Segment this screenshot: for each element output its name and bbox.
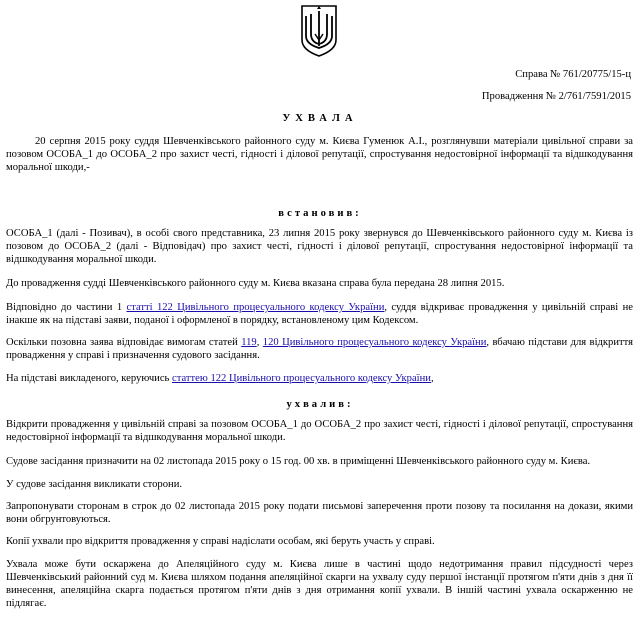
article-119-link[interactable]: 119 [241,337,257,348]
established-paragraph-1 [6,227,633,266]
proceeding-number: Провадження № 2/761/7591/2015 [481,91,631,102]
ruled-p2-line: Судове засідання призначити на 02 листопада 2015 року о 15 год. 00 хв. в приміщенні Шевченківського районного суду м. Києва. [6,456,591,467]
ruled-paragraph-3 [6,478,633,491]
established-paragraph-5 [6,372,633,385]
ruled-p6-line-4: підлягає. [6,598,47,609]
article-122-link-2[interactable]: статтею 122 Цивільного процесуального кодексу України [172,373,431,384]
established-p3-line-2: інакше як на підставі заяви, поданої і оформленої в порядку, встановленому цим Кодексом. [6,315,419,326]
ruled-p1-line-2: недостовірної інформації та відшкодування моральної шкоди. [6,432,286,443]
p4-text-after: , вбачаю підстави для відкриття [486,337,634,348]
established-p1-line-3: відшкодування моральної шкоди. [6,254,157,265]
established-p1-line-2: позовом до ОСОБА_2 (далі - Відповідач) про захист честі, гідності і ділової репутації, спростування недостовірної інформації та [6,241,633,252]
intro-line-3: моральної шкоди,- [6,162,90,173]
ruled-p1-line-1: Відкрити провадження у цивільній справі за позовом ОСОБА_1 до ОСОБА_2 про захист честі, гідності і ділової репутації, спростування [6,419,633,430]
established-p3-line-1 [6,301,633,314]
established-paragraph-2 [6,277,633,290]
established-paragraph-3 [6,301,633,327]
intro-line-1: 20 серпня 2015 року суддя Шевченківського районного суду м. Києва Гуменюк А.І., розглянувши матеріали цивільної справи за [35,136,633,147]
p5-text-before: На підставі викладеного, керуючись [6,373,173,384]
established-p5-line [6,372,633,385]
ruled-p4-line-2: вони обгрунтовуються. [6,514,111,525]
ruled-p6-line-1: Ухвала може бути оскаржена до Апеляційного суду м. Києва лише в частині щодо недотримання правил підсудності через [6,559,633,570]
ruled-p5-line: Копії ухвали про відкриття провадження у справі надіслати особам, які беруть участь у справі. [6,536,435,547]
ruled-p6-line-2: Шевченківський районний суд м. Києва шляхом подання апеляційної скарги на ухвалу суду першої інстанції протягом п'яти днів з дня її [6,572,633,583]
ruled-paragraph-2 [6,455,633,468]
ruled-p3-line: У судове засідання викликати сторони. [6,479,183,490]
p3-text-before: Відповідно до частини 1 [6,302,127,313]
established-p4-line-2: провадження у справі і призначення судового засідання. [6,350,260,361]
established-p2-line: До провадження судді Шевченківського районного суду м. Києва вказана справа була передана 28 липня 2015. [6,278,505,289]
trident-emblem-icon [300,4,338,58]
established-p4-line-1 [6,336,633,349]
ruled-paragraph-1 [6,418,633,444]
ruled-paragraph-4 [6,500,633,526]
p3-text-after: , суддя відкриває провадження у цивільній справі не [384,302,633,313]
ruled-paragraph-5 [6,535,633,548]
established-p1-line-1: ОСОБА_1 (далі - Позивач), в особі свого представника, 23 липня 2015 року звернувся до Шевченківського районного суду м. Києва із [6,228,633,239]
p5-text-after: , [430,373,434,384]
ruled-p6-line-3: винесення, апеляційна скарга подається протягом п'яти днів з дня отримання копії ухвали. В іншій частині ухвала оскарженню не [6,585,633,596]
intro-line-2: позовом ОСОБА_1 до ОСОБА_2 про захист честі, гідності і ділової репутації, спростування недостовірної інформації та відшкодування [6,149,633,160]
document-title: УХВАЛА [282,113,358,124]
article-122-link[interactable]: статті 122 Цивільного процесуального кодексу України [126,302,385,313]
ruled-paragraph-6 [6,558,633,610]
established-paragraph-4 [6,336,633,362]
p4-text-before: Оскільки позовна заява відповідає вимогам статей [6,337,242,348]
ruled-heading: ухвалив: [286,399,354,410]
established-heading: встановив: [278,208,362,219]
case-number: Справа № 761/20775/15-ц [515,69,631,80]
p4-separator: , [256,337,263,348]
ruled-p4-line-1: Запропонувати сторонам в строк до 02 листопада 2015 року подати письмові заперечення проти позову та посилання на докази, якими [6,501,633,512]
article-120-link[interactable]: 120 Цивільного процесуального кодексу України [262,337,487,348]
intro-paragraph [6,135,633,174]
